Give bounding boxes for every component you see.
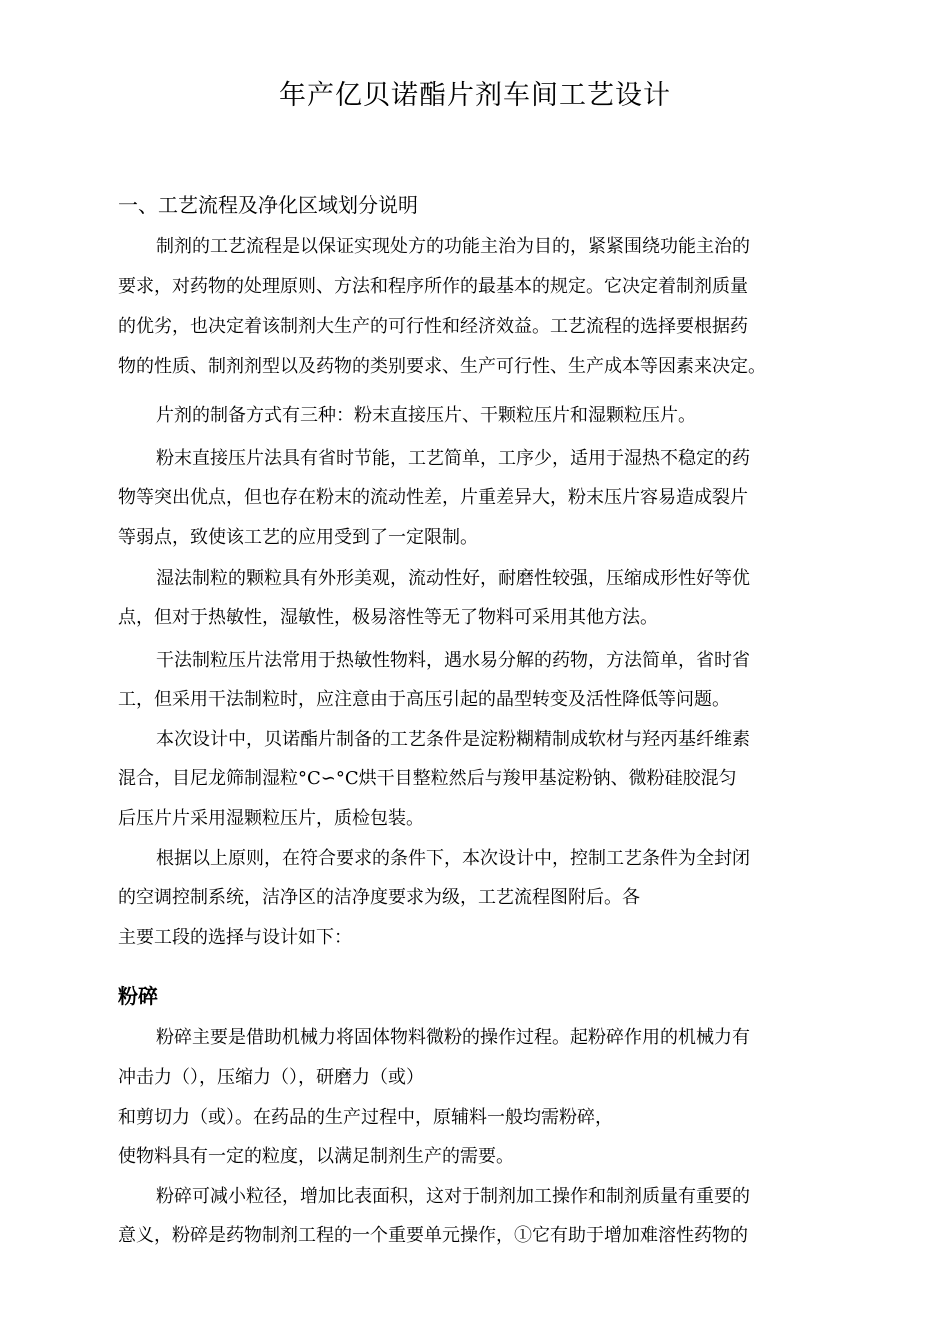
subsection-heading: 粉碎: [118, 984, 158, 1008]
section-heading: 一、工艺流程及净化区域划分说明: [118, 193, 418, 217]
paragraph-line: 粉末直接压片法具有省时节能，工艺简单，工序少，适用于湿热不稳定的药: [156, 448, 750, 469]
paragraph-line: 物的性质、制剂剂型以及药物的类别要求、生产可行性、生产成本等因素来决定。: [118, 356, 766, 377]
paragraph-line: 等弱点，致使该工艺的应用受到了一定限制。: [118, 527, 478, 548]
paragraph-line: 使物料具有一定的粒度，以满足制剂生产的需要。: [118, 1146, 514, 1167]
paragraph-line: 本次设计中，贝诺酯片制备的工艺条件是淀粉糊精制成软材与羟丙基纤维素: [156, 729, 750, 750]
paragraph-line: 片剂的制备方式有三种：粉末直接压片、干颗粒压片和湿颗粒压片。: [156, 405, 696, 426]
paragraph-line: 工，但采用干法制粒时，应注意由于高压引起的晶型转变及活性降低等问题。: [118, 689, 730, 710]
paragraph-line: 干法制粒压片法常用于热敏性物料，遇水易分解的药物，方法简单，省时省: [156, 650, 750, 671]
paragraph-line: 要求，对药物的处理原则、方法和程序所作的最基本的规定。它决定着制剂质量: [118, 276, 748, 297]
paragraph-line: 粉碎主要是借助机械力将固体物料微粉的操作过程。起粉碎作用的机械力有: [156, 1027, 750, 1048]
paragraph-line: 的优劣，也决定着该制剂大生产的可行性和经济效益。工艺流程的选择要根据药: [118, 316, 748, 337]
paragraph-line: 湿法制粒的颗粒具有外形美观，流动性好，耐磨性较强，压缩成形性好等优: [156, 568, 750, 589]
paragraph-line: 后压片片采用湿颗粒压片，质检包装。: [118, 808, 424, 829]
paragraph-line: 的空调控制系统，洁净区的洁净度要求为级，工艺流程图附后。各: [118, 887, 640, 908]
paragraph-line: 意义，粉碎是药物制剂工程的一个重要单元操作，①它有助于增加难溶性药物的: [118, 1225, 748, 1246]
paragraph-line: 主要工段的选择与设计如下：: [118, 927, 352, 948]
paragraph-line: 制剂的工艺流程是以保证实现处方的功能主治为目的，紧紧围绕功能主治的: [156, 236, 750, 257]
paragraph-line: 物等突出优点，但也存在粉末的流动性差，片重差异大，粉末压片容易造成裂片: [118, 487, 748, 508]
paragraph-line: 点，但对于热敏性，湿敏性，极易溶性等无了物料可采用其他方法。: [118, 607, 658, 628]
paragraph-line: 粉碎可减小粒径，增加比表面积，这对于制剂加工操作和制剂质量有重要的: [156, 1186, 750, 1207]
paragraph-line: 冲击力（），压缩力（），研磨力（或）: [118, 1067, 424, 1088]
paragraph-line: 根据以上原则，在符合要求的条件下，本次设计中，控制工艺条件为全封闭: [156, 848, 750, 869]
paragraph-line: 和剪切力（或）。在药品的生产过程中，原辅料一般均需粉碎，: [118, 1107, 613, 1128]
page-title: 年产亿贝诺酯片剂车间工艺设计: [279, 80, 671, 111]
paragraph-line: 混合，目尼龙筛制湿粒°C∽°C烘干目整粒然后与羧甲基淀粉钠、微粉硅胶混匀: [118, 768, 737, 789]
